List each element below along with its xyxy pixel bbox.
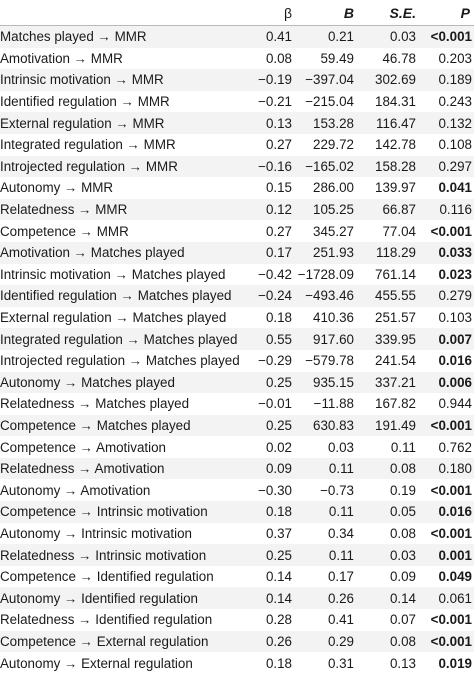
- table-row: [0, 652, 474, 674]
- se-cell: 339.95: [358, 328, 420, 350]
- path-cell: Integrated regulation → Matches played: [0, 328, 238, 350]
- table-row: [0, 199, 474, 221]
- b-cell: 229.72: [313, 137, 354, 153]
- table-row: [0, 479, 474, 501]
- beta-cell: 0.12: [238, 199, 296, 221]
- b-cell: −215.04: [305, 94, 354, 110]
- b-cell: 59.49: [320, 50, 354, 66]
- path-cell: Intrinsic motivation → Matches played: [0, 266, 226, 282]
- beta-cell: −0.01: [258, 396, 292, 412]
- p-cell: 0.116: [420, 199, 474, 221]
- path-cell: Autonomy → Matches played: [0, 372, 238, 394]
- p-cell: 0.019: [438, 655, 472, 671]
- beta-cell: −0.21: [258, 94, 292, 110]
- path-cell: External regulation → Matches played: [0, 310, 227, 326]
- se-cell: 251.57: [375, 310, 416, 326]
- p-cell: 0.041: [438, 180, 472, 196]
- se-cell: 337.21: [358, 372, 420, 394]
- beta-cell: 0.27: [265, 223, 292, 239]
- table-row: [0, 393, 474, 415]
- b-cell: 105.25: [296, 199, 358, 221]
- path-cell: Identified regulation → MMR: [0, 94, 170, 110]
- p-cell: 0.243: [438, 94, 472, 110]
- table-row: [0, 501, 474, 523]
- table-row: [0, 609, 474, 631]
- se-cell: 118.29: [358, 242, 420, 264]
- beta-cell: −0.19: [238, 69, 296, 91]
- path-cell: Integrated regulation → MMR: [0, 137, 176, 153]
- beta-cell: 0.17: [238, 242, 296, 264]
- path-cell: Autonomy → Identified regulation: [0, 587, 238, 609]
- p-cell: <0.001: [430, 612, 472, 628]
- se-cell: 0.13: [389, 655, 416, 671]
- path-cell: Intrinsic motivation → MMR: [0, 69, 238, 91]
- table-row: [0, 285, 474, 307]
- se-cell: 0.19: [389, 482, 416, 498]
- se-cell: 139.97: [375, 180, 416, 196]
- b-cell: 153.28: [296, 112, 358, 134]
- beta-cell: 0.08: [265, 50, 292, 66]
- beta-cell: 0.18: [238, 501, 296, 523]
- p-cell: 0.023: [438, 266, 472, 282]
- b-cell: 935.15: [296, 372, 358, 394]
- b-cell: 0.03: [327, 439, 354, 455]
- beta-cell: 0.09: [238, 458, 296, 480]
- se-cell: 0.07: [389, 612, 416, 628]
- b-cell: 0.21: [296, 26, 358, 48]
- table-row: [0, 264, 474, 286]
- table-row: [0, 134, 474, 156]
- table-row: [0, 307, 474, 329]
- b-header: B: [296, 0, 358, 26]
- path-cell: Competence → Intrinsic motivation: [0, 501, 238, 523]
- path-cell: Autonomy → MMR: [0, 180, 114, 196]
- beta-cell: −0.42: [258, 266, 292, 282]
- p-cell: <0.001: [430, 482, 472, 498]
- table-row: [0, 69, 474, 91]
- path-cell: Competence → Amotivation: [0, 439, 166, 455]
- table-row: [0, 566, 474, 588]
- p-cell: 0.007: [420, 328, 474, 350]
- p-cell: 0.061: [420, 587, 474, 609]
- beta-cell: −0.29: [258, 353, 292, 369]
- se-cell: 455.55: [358, 285, 420, 307]
- p-cell: <0.001: [430, 525, 472, 541]
- path-cell: Introjected regulation → MMR: [0, 156, 238, 178]
- p-cell: 0.001: [420, 544, 474, 566]
- table-row: [0, 156, 474, 178]
- p-cell: 0.762: [438, 439, 472, 455]
- p-cell: 0.189: [420, 69, 474, 91]
- table-row: [0, 242, 474, 264]
- beta-cell: 0.25: [238, 415, 296, 437]
- b-cell: −397.04: [296, 69, 358, 91]
- se-cell: 158.28: [358, 156, 420, 178]
- path-cell: Autonomy → Amotivation: [0, 482, 151, 498]
- b-cell: 251.93: [296, 242, 358, 264]
- beta-header: β: [238, 0, 296, 26]
- b-cell: 917.60: [296, 328, 358, 350]
- se-cell: 302.69: [358, 69, 420, 91]
- path-cell: Relatedness → Amotivation: [0, 458, 238, 480]
- beta-cell: −0.16: [238, 156, 296, 178]
- se-header: S.E.: [358, 0, 420, 26]
- path-cell: Competence → MMR: [0, 223, 129, 239]
- beta-cell: −0.30: [258, 482, 292, 498]
- se-cell: 116.47: [358, 112, 420, 134]
- b-cell: 286.00: [313, 180, 354, 196]
- p-cell: 0.033: [420, 242, 474, 264]
- table-row: [0, 523, 474, 545]
- table-row: [0, 112, 474, 134]
- beta-cell: 0.41: [238, 26, 296, 48]
- table-row: [0, 372, 474, 394]
- path-cell: Matches played → MMR: [0, 26, 238, 48]
- table-row: [0, 328, 474, 350]
- p-cell: 0.132: [420, 112, 474, 134]
- path-header: [0, 0, 238, 26]
- beta-cell: 0.37: [265, 525, 292, 541]
- se-cell: 761.14: [375, 266, 416, 282]
- b-cell: −1728.09: [297, 266, 354, 282]
- se-cell: 0.08: [358, 458, 420, 480]
- b-cell: 0.11: [296, 544, 358, 566]
- b-cell: −579.78: [305, 353, 354, 369]
- path-cell: Amotivation → MMR: [0, 50, 123, 66]
- se-cell: 167.82: [375, 396, 416, 412]
- beta-cell: 0.25: [238, 544, 296, 566]
- b-cell: 410.36: [313, 310, 354, 326]
- table-row: [0, 415, 474, 437]
- p-cell: 0.016: [438, 353, 472, 369]
- path-cell: Competence → External regulation: [0, 631, 238, 653]
- p-cell: 0.180: [420, 458, 474, 480]
- se-cell: 0.03: [358, 26, 420, 48]
- p-cell: 0.006: [420, 372, 474, 394]
- b-cell: 0.17: [327, 569, 354, 585]
- p-cell: 0.203: [438, 50, 472, 66]
- path-cell: Relatedness → Identified regulation: [0, 612, 213, 628]
- b-cell: −0.73: [320, 482, 354, 498]
- se-cell: 142.78: [375, 137, 416, 153]
- table-row: [0, 220, 474, 242]
- beta-cell: 0.25: [238, 372, 296, 394]
- b-cell: 630.83: [296, 415, 358, 437]
- b-cell: 0.11: [296, 501, 358, 523]
- p-cell: 0.297: [420, 156, 474, 178]
- se-cell: 0.08: [358, 631, 420, 653]
- b-cell: 0.34: [327, 525, 354, 541]
- table-row: [0, 544, 474, 566]
- beta-cell: 0.14: [265, 569, 292, 585]
- beta-cell: 0.28: [265, 612, 292, 628]
- header-row: [0, 0, 474, 26]
- path-cell: Competence → Matches played: [0, 415, 238, 437]
- path-cell: Relatedness → Matches played: [0, 396, 190, 412]
- b-cell: 0.29: [296, 631, 358, 653]
- beta-cell: −0.24: [238, 285, 296, 307]
- beta-cell: 0.14: [238, 587, 296, 609]
- beta-cell: 0.27: [265, 137, 292, 153]
- beta-cell: 0.18: [265, 655, 292, 671]
- se-cell: 241.54: [375, 353, 416, 369]
- p-cell: 0.103: [438, 310, 472, 326]
- table-row: [0, 587, 474, 609]
- se-cell: 0.05: [358, 501, 420, 523]
- table-row: [0, 350, 474, 372]
- se-cell: 0.14: [358, 587, 420, 609]
- path-cell: Competence → Identified regulation: [0, 569, 214, 585]
- p-header: P: [420, 0, 474, 26]
- beta-cell: 0.18: [265, 310, 292, 326]
- se-cell: 46.78: [382, 50, 416, 66]
- b-cell: 0.11: [296, 458, 358, 480]
- p-cell: <0.001: [420, 26, 474, 48]
- path-cell: Identified regulation → Matches played: [0, 285, 238, 307]
- p-cell: 0.016: [420, 501, 474, 523]
- p-cell: <0.001: [420, 415, 474, 437]
- p-cell: <0.001: [420, 631, 474, 653]
- path-cell: Introjected regulation → Matches played: [0, 353, 240, 369]
- b-cell: 345.27: [313, 223, 354, 239]
- b-cell: −493.46: [296, 285, 358, 307]
- b-cell: −11.88: [313, 396, 354, 412]
- se-cell: 184.31: [375, 94, 416, 110]
- se-cell: 0.03: [358, 544, 420, 566]
- b-cell: 0.31: [327, 655, 354, 671]
- se-cell: 0.08: [389, 525, 416, 541]
- table-row: [0, 48, 474, 70]
- se-cell: 77.04: [382, 223, 416, 239]
- p-cell: 0.944: [438, 396, 472, 412]
- se-cell: 0.09: [389, 569, 416, 585]
- se-cell: 191.49: [358, 415, 420, 437]
- p-cell: 0.279: [420, 285, 474, 307]
- se-cell: 66.87: [358, 199, 420, 221]
- beta-cell: 0.26: [238, 631, 296, 653]
- table-row: [0, 26, 474, 48]
- path-cell: Autonomy → Intrinsic motivation: [0, 525, 193, 541]
- path-cell: Autonomy → External regulation: [0, 655, 193, 671]
- p-cell: 0.108: [438, 137, 472, 153]
- b-cell: 0.26: [296, 587, 358, 609]
- b-cell: 0.41: [327, 612, 354, 628]
- b-cell: −165.02: [296, 156, 358, 178]
- se-cell: 0.11: [390, 439, 416, 455]
- table-row: [0, 458, 474, 480]
- path-cell: Relatedness → MMR: [0, 199, 238, 221]
- beta-cell: 0.02: [265, 439, 292, 455]
- beta-cell: 0.15: [265, 180, 292, 196]
- path-cell: Relatedness → Intrinsic motivation: [0, 544, 238, 566]
- path-cell: External regulation → MMR: [0, 112, 238, 134]
- beta-cell: 0.55: [238, 328, 296, 350]
- p-cell: 0.049: [438, 569, 472, 585]
- p-cell: <0.001: [430, 223, 472, 239]
- table-body: [0, 26, 474, 674]
- table-row: [0, 177, 474, 199]
- beta-cell: 0.13: [238, 112, 296, 134]
- table-row: [0, 91, 474, 113]
- path-cell: Amotivation → Matches played: [0, 242, 238, 264]
- table-row: [0, 436, 474, 458]
- table-row: [0, 631, 474, 653]
